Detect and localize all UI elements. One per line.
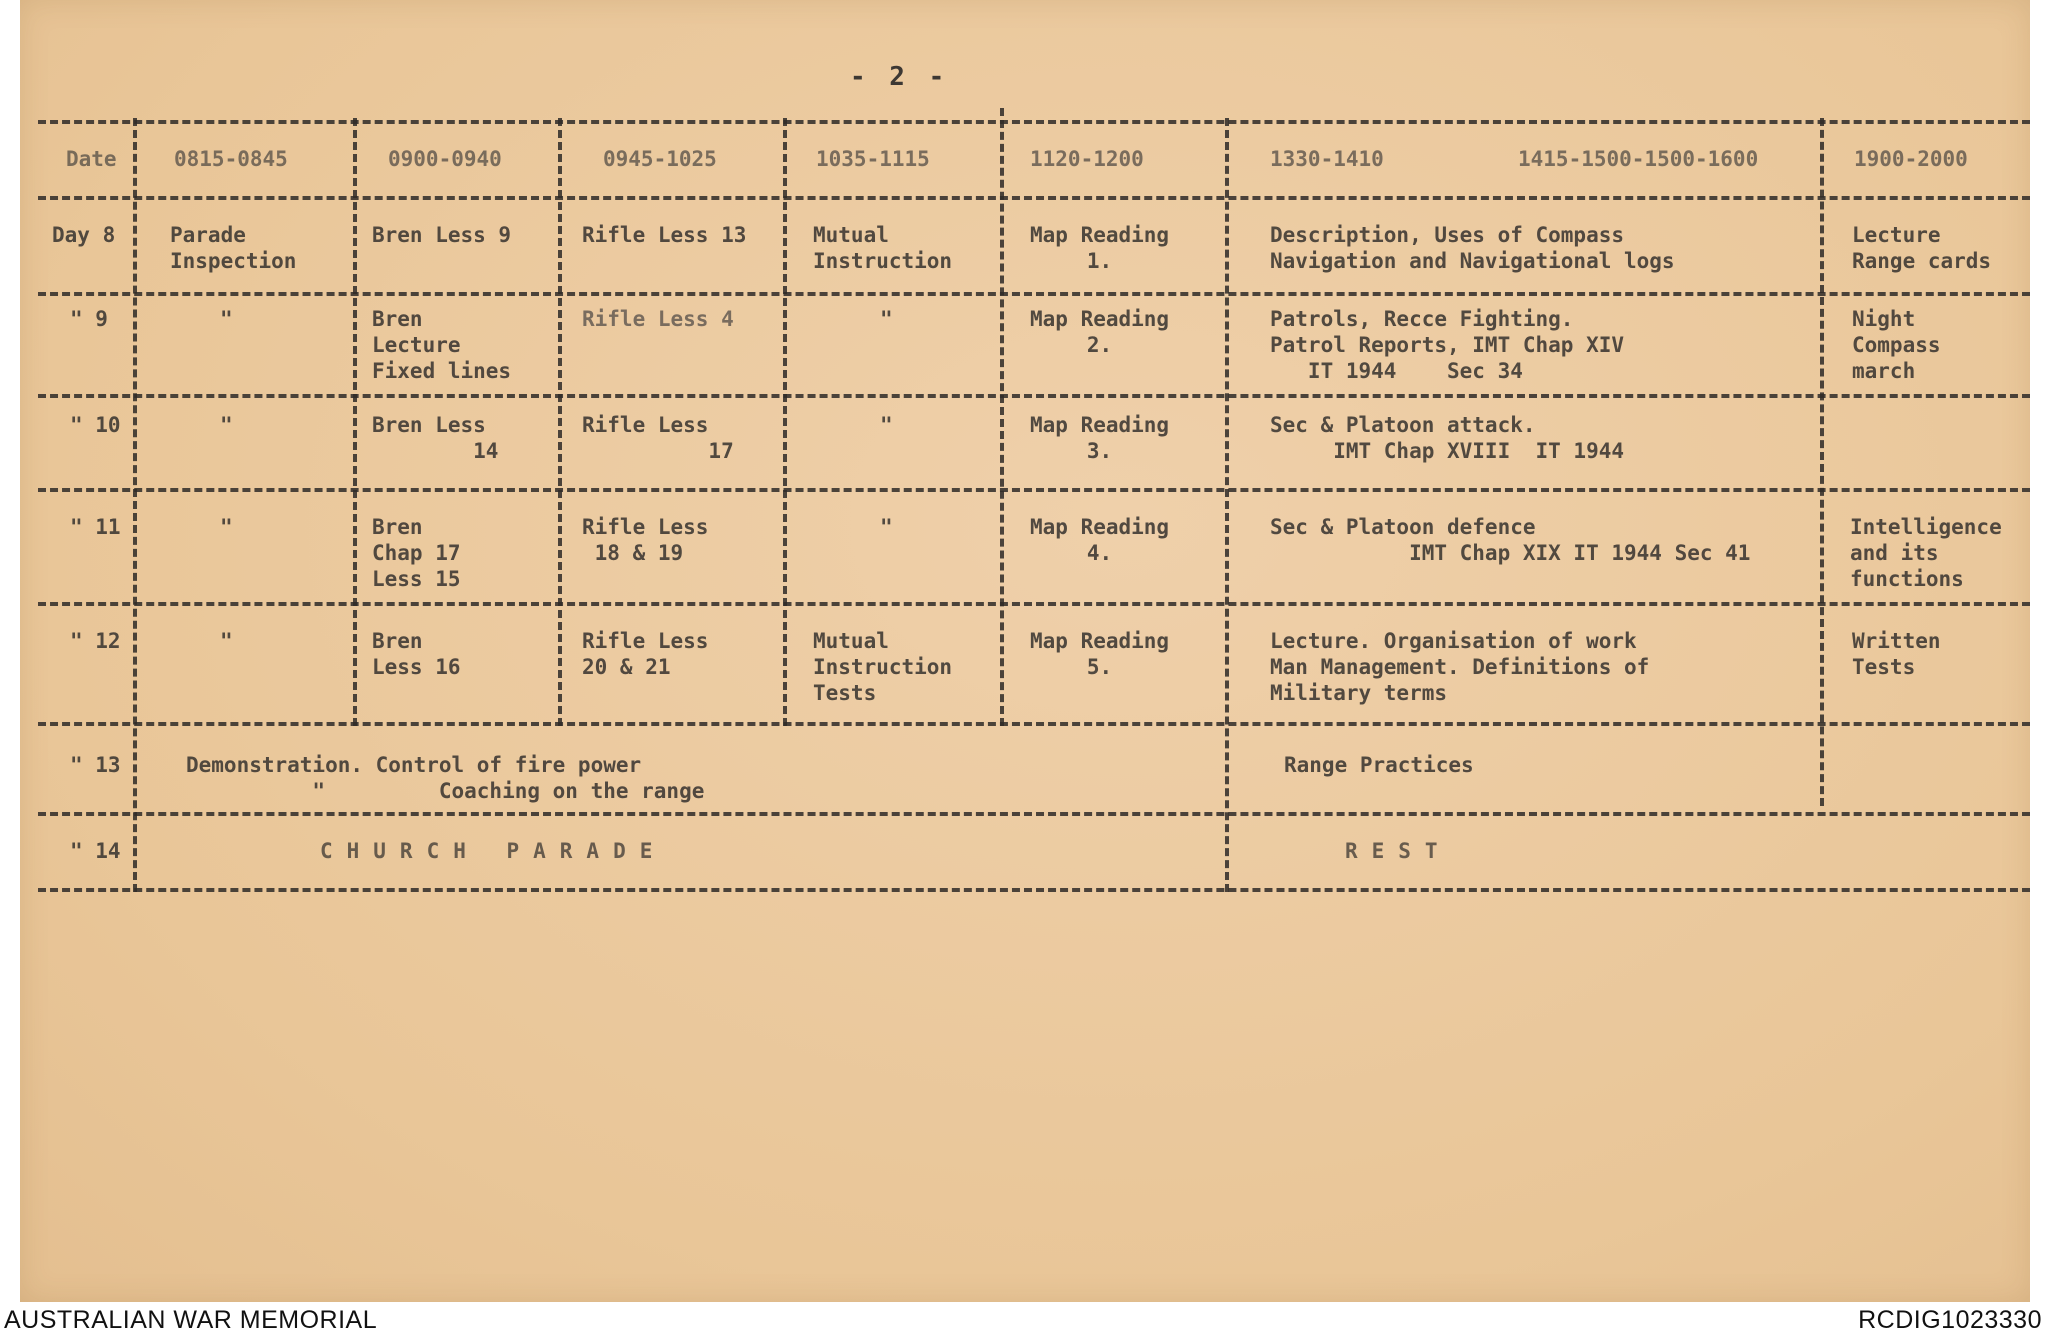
table-rule (38, 812, 2030, 816)
table-cell: Map Reading 4. (1030, 515, 1170, 565)
table-cell: Bren Less 14 (372, 413, 499, 463)
table-cell: Demonstration. Control of fire power " Coaching on the range (186, 753, 705, 803)
table-cell: Description, Uses of Compass Navigation and Navigational logs (1270, 223, 1675, 273)
table-col-rule (783, 118, 787, 726)
table-rule-top (38, 120, 2030, 124)
table-rule (38, 602, 2030, 606)
header-time-slot: 1120-1200 (1030, 147, 1144, 171)
table-col-rule (133, 118, 137, 892)
table-cell: Map Reading 3. (1030, 413, 1170, 463)
table-rule (38, 488, 2030, 492)
table-cell: Map Reading 1. (1030, 223, 1170, 273)
table-col-rule (1000, 108, 1004, 726)
row-day: " 13 (70, 753, 121, 777)
header-date: Date (66, 147, 117, 171)
table-cell: Lecture Range cards (1852, 223, 1992, 273)
table-cell: Map Reading 5. (1030, 629, 1170, 679)
table-cell: CHURCH PARADE (320, 839, 667, 863)
table-cell: Written Tests (1852, 629, 1941, 679)
table-cell: " (220, 307, 233, 331)
row-day: " 12 (70, 629, 121, 653)
document-page (20, 0, 2030, 1302)
table-cell: " (880, 413, 893, 437)
row-day: Day 8 (52, 223, 116, 247)
table-cell: Rifle Less 20 & 21 (582, 629, 709, 679)
table-cell: Mutual Instruction (813, 223, 953, 273)
table-cell: " (220, 413, 233, 437)
header-time-slot: 1900-2000 (1854, 147, 1968, 171)
table-col-rule (353, 118, 357, 726)
row-day: " 11 (70, 515, 121, 539)
table-cell: " (220, 629, 233, 653)
table-cell: Night Compass march (1852, 307, 1941, 383)
header-time-slot: 1415-1500-1500-1600 (1518, 147, 1759, 171)
table-cell: Rifle Less 4 (582, 307, 734, 331)
table-cell: Lecture. Organisation of work Man Management. Definitions of Military terms (1270, 629, 1650, 705)
header-time-slot: 1330-1410 (1270, 147, 1384, 171)
table-cell: Intelligence and its functions (1850, 515, 2002, 591)
table-rule (38, 196, 2030, 200)
table-rule (38, 722, 2030, 726)
header-time-slot: 1035-1115 (816, 147, 930, 171)
table-rule-bottom (38, 888, 2030, 892)
header-time-slot: 0815-0845 (174, 147, 288, 171)
footer-id: RCDIG1023330 (1858, 1306, 2042, 1334)
table-cell: " (880, 307, 893, 331)
row-day: " 9 (70, 307, 108, 331)
table-cell: Parade Inspection (170, 223, 297, 273)
page-number: - 2 - (850, 62, 949, 92)
footer-source: AUSTRALIAN WAR MEMORIAL (4, 1306, 378, 1334)
header-time-slot: 0945-1025 (603, 147, 717, 171)
table-rule (38, 292, 2030, 296)
table-cell: Sec & Platoon attack. IMT Chap XVIII IT 1944 (1270, 413, 1625, 463)
table-col-rule (1225, 118, 1229, 892)
table-cell: " (220, 515, 233, 539)
table-cell: Bren Less 9 (372, 223, 512, 247)
table-cell: Rifle Less 13 (582, 223, 747, 247)
table-col-rule (558, 118, 562, 726)
table-rule (38, 394, 2030, 398)
table-cell: Rifle Less 17 (582, 413, 734, 463)
table-cell: Bren Lecture Fixed lines (372, 307, 512, 383)
row-day: " 14 (70, 839, 121, 863)
header-time-slot: 0900-0940 (388, 147, 502, 171)
table-cell: Patrols, Recce Fighting. Patrol Reports, IMT Chap XIV IT 1944 Sec 34 (1270, 307, 1625, 383)
table-cell: Mutual Instruction Tests (813, 629, 953, 705)
row-day: " 10 (70, 413, 121, 437)
table-cell: Range Practices (1284, 753, 1474, 777)
table-col-rule (1820, 118, 1824, 806)
table-cell: Map Reading 2. (1030, 307, 1170, 357)
table-cell: Bren Chap 17 Less 15 (372, 515, 461, 591)
table-cell: Sec & Platoon defence IMT Chap XIX IT 1944 Sec 41 (1270, 515, 1751, 565)
table-cell: REST (1345, 839, 1452, 863)
table-cell: Rifle Less 18 & 19 (582, 515, 709, 565)
table-cell: " (880, 515, 893, 539)
table-cell: Bren Less 16 (372, 629, 461, 679)
